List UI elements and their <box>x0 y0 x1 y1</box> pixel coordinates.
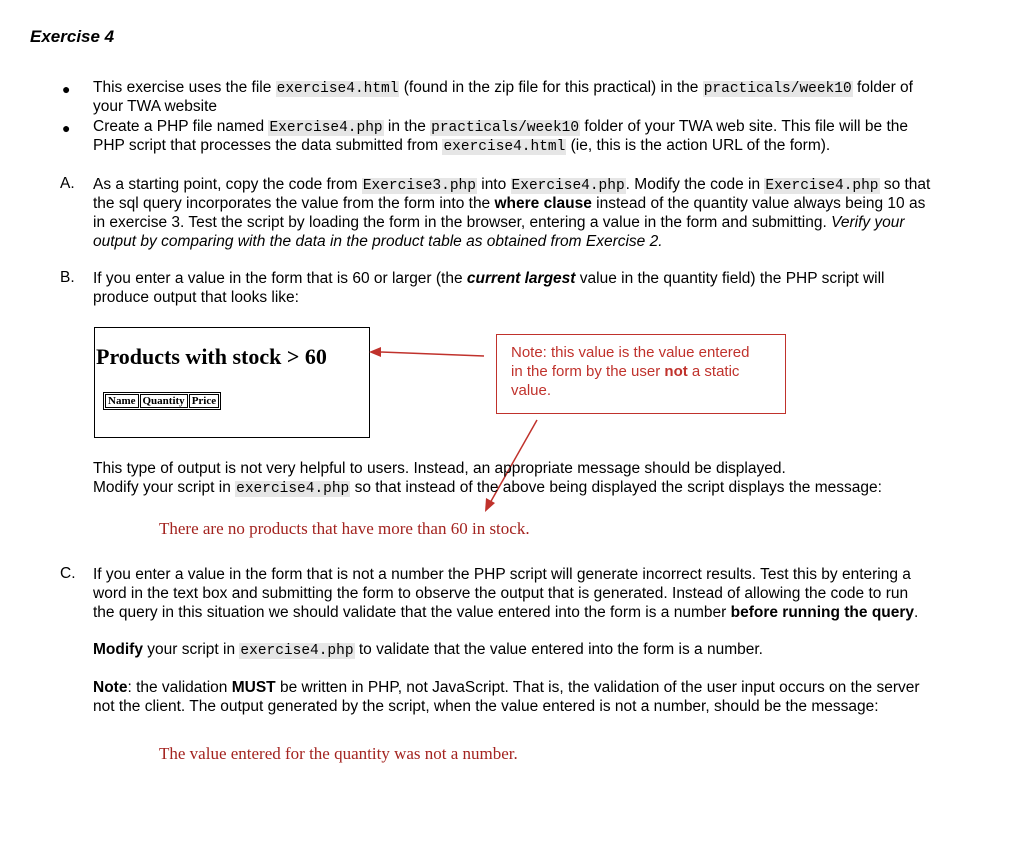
arrow-to-heading <box>380 352 484 356</box>
no-products-message: There are no products that have more than 60 in stock. <box>159 519 530 538</box>
bullet-2-line-1: Create a PHP file named Exercise4.php in the practicals/week10 folder of your TWA web site. This file will be the <box>93 118 909 136</box>
not-a-number-message: The value entered for the quantity was not a number. <box>159 744 518 763</box>
arrow-head-icon <box>369 347 381 357</box>
section-b-line-1: If you enter a value in the form that is 60 or larger (the current largest value in the quantity field) the PHP script will <box>93 270 885 287</box>
sample-output-heading: Products with stock > 60 <box>96 344 327 369</box>
section-c-marker: C. <box>60 565 76 582</box>
section-a-line-4: output by comparing with the data in the product table as obtained from Exercise 2. <box>93 233 663 250</box>
sample-column-header: Quantity <box>140 394 188 408</box>
bullet-2-line-2: PHP script that processes the data submitted from exercise4.html (ie, this is the action URL of the form). <box>93 137 831 155</box>
bullet-dot-icon: ● <box>62 81 71 97</box>
exercise-title: Exercise 4 <box>30 27 115 46</box>
bullet-1-line-1: This exercise uses the file exercise4.html (found in the zip file for this practical) in the practicals/week10 folder of <box>93 79 913 97</box>
section-b-line-4: Modify your script in exercise4.php so that instead of the above being displayed the script displays the message: <box>93 479 882 497</box>
code-exercise4-html: exercise4.html <box>276 81 399 97</box>
bullet-dot-icon: ● <box>62 120 71 136</box>
section-c-line-1: If you enter a value in the form that is not a number the PHP script will generate incorrect results. Test this by entering a <box>93 566 911 583</box>
code-practicals-folder: practicals/week10 <box>703 81 852 97</box>
section-c-paragraph-3-line-1: Note: the validation MUST be written in PHP, not JavaScript. That is, the validation of the user input occurs on the server <box>93 679 920 696</box>
section-c-line-3: the query in this situation we should validate that the value entered into the form is a number before running the query. <box>93 604 919 621</box>
bullet-1-line-2: your TWA website <box>93 98 218 115</box>
section-b-line-2: produce output that looks like: <box>93 289 299 306</box>
sample-column-header: Price <box>189 394 219 408</box>
section-b-marker: B. <box>60 269 75 286</box>
section-c-line-2: word in the text box and submitting the form to observe the output that is generated. Instead of allowing the code to run <box>93 585 909 602</box>
section-a-line-2: the sql query incorporates the value from the form into the where clause instead of the quantity value always being 10 as <box>93 195 926 212</box>
note-callout-text: Note: this value is the value entered in the form by the user not a static value. <box>511 344 750 399</box>
section-a-line-1: As a starting point, copy the code from Exercise3.php into Exercise4.php. Modify the code in Exercise4.php so that <box>93 176 931 194</box>
sample-column-header: Name <box>105 394 139 408</box>
section-c-paragraph-2: Modify your script in exercise4.php to validate that the value entered into the form is a number. <box>93 641 763 659</box>
section-a-marker: A. <box>60 175 75 192</box>
section-b-line-3: This type of output is not very helpful to users. Instead, an appropriate message should be displayed. <box>93 460 786 477</box>
section-c-paragraph-3-line-2: not the client. The output generated by the script, when the value entered is not a number, should be the message: <box>93 698 879 715</box>
section-a-line-3: in exercise 3. Test the script by loading the form in the browser, entering a value in the form and submitting. Verify your <box>93 214 905 231</box>
arrow-head-icon <box>485 498 495 512</box>
